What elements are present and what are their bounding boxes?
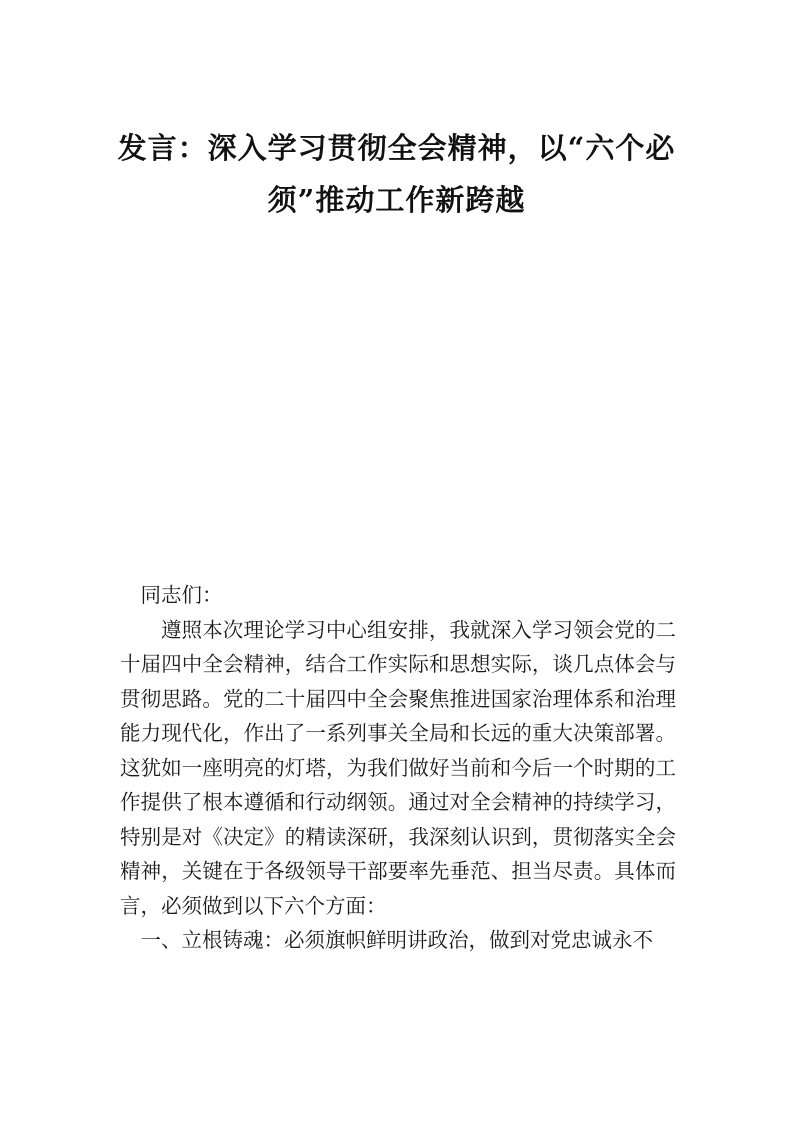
paragraph-intro: 遵照本次理论学习中心组安排，我就深入学习领会党的二十届四中全会精神，结合工作实际和思想实际，谈几点体会与贯彻思路。党的二十届四中全会聚焦推进国家治理体系和治理能力现代化，作出了一系列事关全局和长远的重大决策部署。这犹如一座明亮的灯塔，为我们做好当前和今后一个时期的工作提供了根本遵循和行动纲领。通过对全会精神的持续学习，特别是对《决定》的精读深研，我深刻认识到，贯彻落实全会精神，关键在于各级领导干部要率先垂范、担当尽责。具体而言，必须做到以下六个方面： xyxy=(120,617,676,918)
document-title xyxy=(110,122,683,226)
title-line-1: 发言：深入学习贯彻全会精神，以“六个必 xyxy=(117,131,676,165)
document-body xyxy=(120,578,676,958)
salutation: 同志们： xyxy=(140,583,223,607)
title-line-2: 须”推动工作新跨越 xyxy=(267,183,526,217)
paragraph-point-one: 一、立根铸魂：必须旗帜鲜明讲政治，做到对党忠诚永不 xyxy=(140,928,653,952)
